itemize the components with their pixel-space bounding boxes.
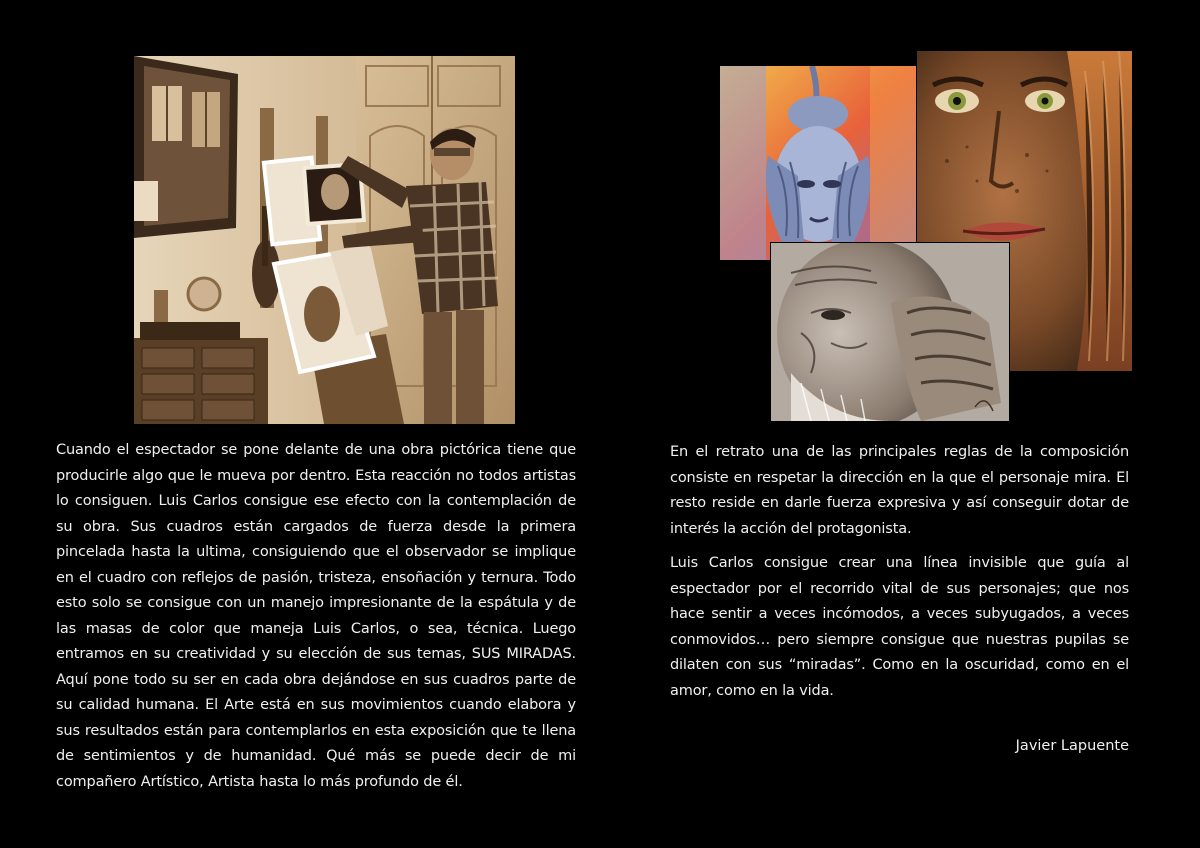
right-body-text bbox=[670, 440, 1129, 713]
right-signature: Javier Lapuente bbox=[1015, 738, 1129, 754]
left-body-text bbox=[56, 438, 576, 795]
old-man-illustration bbox=[771, 243, 1009, 421]
artist-studio-photo bbox=[134, 56, 515, 424]
hands-face-portrait bbox=[720, 66, 916, 260]
left-paragraph: Cuando el espectador se pone delante de una obra pictórica tiene que producirle algo que le mueva por dentro. Esta reacción no todos artistas lo consiguen. Luis Carlos consigue ese efecto con la contemplación de su obra. Sus cuadros están cargados de fuerza desde la primera pincelada hasta la ultima, consiguiendo que el observador se implique en el cuadro con reflejos de pasión, tristeza, ensoñación y ternura. Todo esto solo se consigue con un manejo impresionante de la espátula y de las masas de color que maneja Luis Carlos, o sea, técnica. Luego entramos en su creatividad y su elección de sus temas, SUS MIRADAS. Aquí pone todo su ser en cada obra dejándose en sus cuadros parte de su calidad humana. El Arte está en sus movimientos cuando elabora y sus resultados están para contemplarlos en esta exposición que te llena de sentimientos y de humanidad. Qué más se puede decir de mi compañero Artístico, Artista hasta lo más profundo de él. bbox=[56, 442, 576, 790]
old-man-portrait bbox=[770, 242, 1010, 422]
right-paragraph-1: En el retrato una de las principales reglas de la composición consiste en respetar la dirección en la que el personaje mira. El resto reside en darle fuerza expresiva y así conseguir dotar de interés la acción del protagonista. bbox=[670, 444, 1129, 537]
hands-face-illustration bbox=[720, 66, 916, 260]
artist-studio-illustration bbox=[134, 56, 515, 424]
right-paragraph-2: Luis Carlos consigue crear una línea invisible que guía al espectador por el recorrido vital de sus personajes; que nos hace sentir a veces incómodos, a veces subyugados, a veces conmovidos… pero siempre consigue que nuestras pupilas se dilaten con sus “miradas”. Como en la oscuridad, como en el amor, como en la vida. bbox=[670, 555, 1129, 699]
